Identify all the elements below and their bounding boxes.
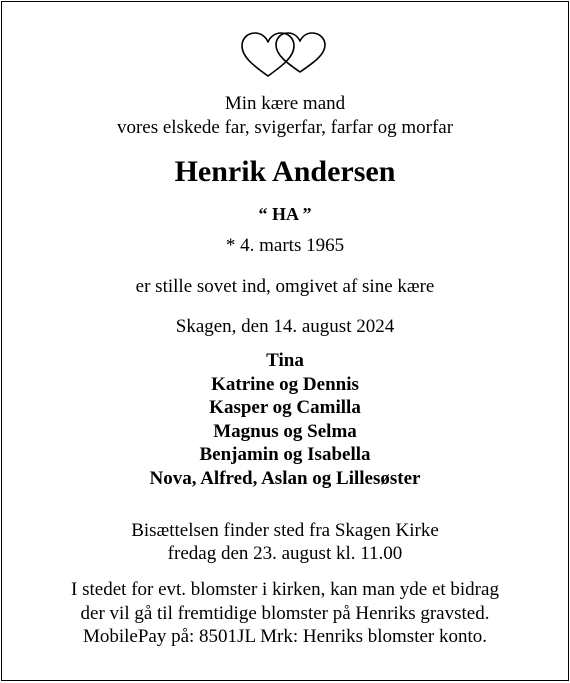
funeral-info xyxy=(2,519,568,565)
family-list xyxy=(2,349,568,491)
hearts-decoration xyxy=(2,30,568,80)
intro-line: Min kære mand xyxy=(224,93,346,114)
family-member: Katrine og Dennis xyxy=(211,373,359,395)
funeral-line: Bisættelsen finder sted fra Skagen Kirke xyxy=(131,520,439,541)
memorial-line: I stedet for evt. blomster i kirken, kan man yde et bidrag xyxy=(71,579,499,600)
deceased-name: Henrik Andersen xyxy=(174,155,396,188)
intro-line: vores elskede far, svigerfar, farfar og morfar xyxy=(116,117,454,138)
obituary-notice xyxy=(1,1,569,681)
memorial-line: MobilePay på: 8501JL Mrk: Henriks blomster konto. xyxy=(82,626,488,647)
birth-date: * 4. marts 1965 xyxy=(225,235,345,256)
family-member: Tina xyxy=(266,350,304,371)
family-member: Nova, Alfred, Aslan og Lillesøster xyxy=(149,467,421,489)
place-date: Skagen, den 14. august 2024 xyxy=(175,316,395,337)
memorial-line: der vil gå til fremtidige blomster på Henriks gravsted. xyxy=(80,602,490,624)
nickname: “ HA ” xyxy=(258,204,312,224)
passed-text: er stille sovet ind, omgivet af sine kære xyxy=(135,276,435,297)
funeral-line: fredag den 23. august kl. 11.00 xyxy=(167,543,403,564)
family-member: Benjamin og Isabella xyxy=(199,444,371,466)
family-member: Magnus og Selma xyxy=(213,420,357,442)
two-hearts-icon xyxy=(240,30,330,80)
family-member: Kasper og Camilla xyxy=(209,397,361,419)
memorial-info xyxy=(2,578,568,649)
intro-text xyxy=(2,92,568,140)
